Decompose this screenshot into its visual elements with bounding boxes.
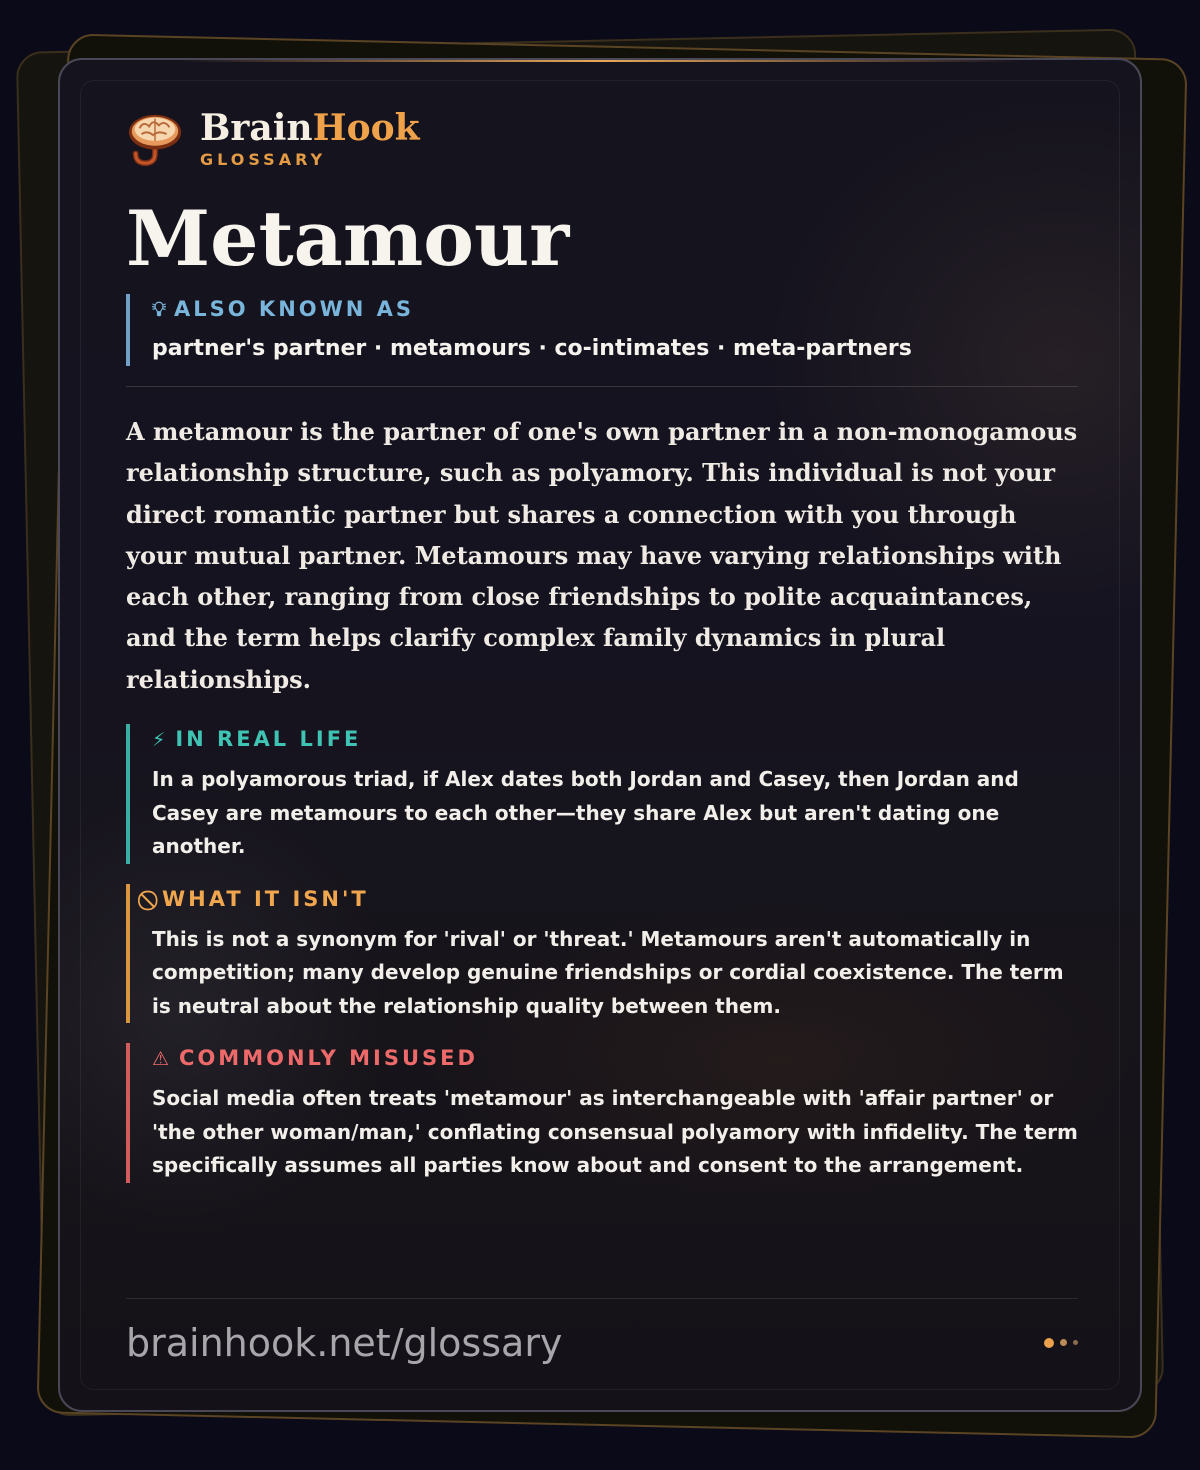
card-content xyxy=(126,106,1078,1183)
term-title: Metamour xyxy=(126,194,570,283)
brain-hook-icon xyxy=(126,109,184,167)
dot xyxy=(1060,1339,1067,1346)
section-real-life-label: IN REAL LIFE xyxy=(175,727,362,752)
divider xyxy=(126,386,1078,387)
brand-name-part1: Brain xyxy=(200,106,313,149)
brand-subtitle: GLOSSARY xyxy=(200,149,327,169)
section-commonly-misused-heading xyxy=(152,1043,1078,1074)
brand-name-part2: Hook xyxy=(312,106,420,149)
definition-text: A metamour is the partner of one's own partner in a non-monogamous relationship structure, such as polyamory. This individual is not your direct romantic partner but shares a connection with you through your mutual partner. Metamours may have varying relationships with each other, ranging from close friendships to polite acquaintances, and the term helps clarify complex family dynamics in plural relationships. xyxy=(126,417,1078,694)
also-known-as-block xyxy=(126,294,1078,366)
section-real-life-body: In a polyamorous triad, if Alex dates both Jordan and Casey, then Jordan and Casey are metamours to each other—they share Alex but aren't dating one another. xyxy=(152,767,1019,859)
section-commonly-misused-label: COMMONLY MISUSED xyxy=(179,1046,478,1071)
card-footer xyxy=(126,1298,1078,1368)
also-known-as-list: partner's partner · metamours · co-intimates · meta-partners xyxy=(152,336,912,361)
section-what-it-isnt xyxy=(126,884,1078,1024)
also-known-as-label: ALSO KNOWN AS xyxy=(174,297,415,321)
section-what-it-isnt-label: WHAT IT ISN'T xyxy=(162,886,369,911)
also-known-as-heading xyxy=(152,294,1078,324)
section-what-it-isnt-body: This is not a synonym for 'rival' or 'threat.' Metamours aren't automatically in competition; many develop genuine friendships or cordial coexistence. The term is neutral about the relationship quality between them. xyxy=(152,926,1064,1018)
section-real-life-heading xyxy=(152,724,1078,755)
brand-name xyxy=(200,108,420,148)
glossary-card xyxy=(58,58,1142,1412)
dot-active xyxy=(1044,1338,1054,1348)
pagination-dots xyxy=(1044,1338,1078,1348)
section-commonly-misused-body: Social media often treats 'metamour' as interchangeable with 'affair partner' or 'the other woman/man,' conflating consensual polyamory with infidelity. The term specifically assumes all parties know about and consent to the arrangement. xyxy=(152,1086,1078,1178)
lightning-icon: ⚡︎ xyxy=(152,729,166,752)
lightbulb-icon: 💡︎ xyxy=(152,297,166,321)
brand-header[interactable] xyxy=(126,106,1078,170)
footer-url-link[interactable]: brainhook.net/glossary xyxy=(126,1320,563,1365)
section-what-it-isnt-heading xyxy=(152,884,1078,915)
dot xyxy=(1073,1340,1078,1345)
section-commonly-misused xyxy=(126,1043,1078,1183)
warning-icon: ⚠ xyxy=(152,1048,170,1071)
section-real-life xyxy=(126,724,1078,864)
